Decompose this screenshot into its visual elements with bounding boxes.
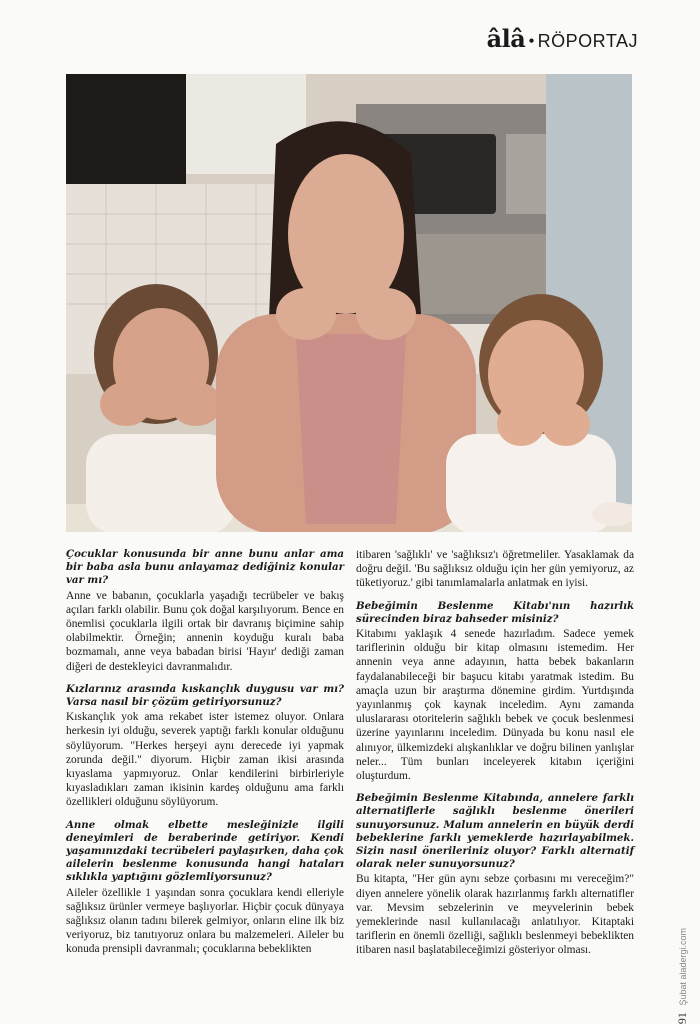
family-photo	[66, 74, 632, 532]
right-column	[356, 548, 634, 967]
interview-answer-continued: itibaren 'sağlıklı' ve 'sağlıksız'ı öğretmeliler. Yasaklamak da doğru değil. 'Bu sağlıksız olduğu için her gün yemiyoruz, az tüketiyoruz.' gibi tanımlamalarla anlatmak en iyisi.	[356, 549, 634, 590]
interview-answer: Anne ve babanın, çocuklarla yaşadığı tecrübeler ve bakış açıları farklı olabilir. Bunu çok doğal karşılıyorum. Bence en önemlisi çocuklarla ilgili ortak bir davranış biçimine sahip olabilmektir. Örneğin; annenin koyduğu kuralı baba bozmamalı, anne veya babadan birisi 'Hayır' dediği zaman diğeri de destekleyici davranmalıdır.	[66, 589, 344, 673]
page-number: 91	[675, 1012, 689, 1024]
folio-text: Şubat aladergi.com	[678, 928, 688, 1006]
interview-answer: Bu kitapta, "Her gün aynı sebze çorbasını mı vereceğim?" diyen annelere yönelik olarak hazırlanmış farklı alternatifler var. Mevsim sebzelerinin ve meyvelerinin bebek yemeklerinde nasıl kullanılacağı anlatılıyor. Kitaptaki tariflerin en önemli özelliği, sağlıklı beslenmeyi bebeklikten itibaren nasıl başlatabileceğimizi gösteriyor olması.	[356, 873, 634, 957]
interview-question: Anne olmak elbette mesleğinizle ilgili deneyimleri de beraberinde getiriyor. Kendi yaşamınızdaki tecrübeleri paylaşırken, daha çok ailelerin beslenme konusunda hangi hataları sıklıkla yaptığını gözlemliyorsunuz?	[66, 818, 344, 884]
interview-question: Bebeğimin Beslenme Kitabı'nın hazırlık sürecinden biraz bahseder misiniz?	[356, 599, 634, 625]
left-column	[66, 548, 344, 966]
page-header	[487, 24, 638, 53]
page-folio	[675, 928, 690, 1024]
interview-question: Bebeğimin Beslenme Kitabında, annelere farklı alternatiflerle sağlıklı beslenme önerileri sunuyorsunuz. Malum annelerin en büyük derdi bebeklerine farklı yemeklerde hazırlayabilmek. Sizin nasıl önerileriniz oluyor? Farklı alternatif olarak neler sunuyorsunuz?	[356, 792, 634, 871]
brand-logo: âlâ	[486, 24, 526, 53]
interview-answer: Aileler özellikle 1 yaşından sonra çocuklara kendi elleriyle sağlıksız ürünler vermeye başlıyorlar. Hiçbir çocuk dünyaya sağlıksız olanın tadını bilerek gelmiyor, onların eline ilk biz veriyoruz, biz tanıtıyoruz onlara bu malzemeleri. Aileler bu konuda prensipli davranmalı; çocuklarına bebeklikten	[66, 886, 344, 956]
interview-question: Çocuklar konusunda bir anne bunu anlar ama bir baba asla bunu anlayamaz dediğiniz konular var mı?	[66, 548, 344, 587]
interview-answer: Kitabımı yaklaşık 4 senede hazırladım. Sadece yemek tariflerinin olduğu bir kitap olmasını istemedim. Her annenin veya anne adayının, hatta bebek bakanların faydalanabileceği bir başucu kitabı yaratmak istedim. Bu amaçla uzun bir araştırma dönemine girdim. Yurtdışında yayınlanmış çok kaynak inceledim. Aynı zamanda uluslararası otoritelerin sağlıklı bebek ve çocuk beslenmesi üzerine yayınlarını inceledim. Dünyada bu konu nasıl ele alınıyor, ülkemizdeki alışkanlıklar ve doğru bilinen yanlışlar neler... Tüm bunları inceleyerek kitabın içeriğini oluşturdum.	[356, 628, 634, 783]
interview-question: Kızlarınız arasında kıskançlık duygusu var mı? Varsa nasıl bir çözüm getiriyorsunuz?	[66, 682, 344, 709]
section-title: RÖPORTAJ	[537, 31, 638, 51]
separator-dot: •	[528, 31, 535, 51]
interview-answer: Kıskançlık yok ama rekabet ister istemez oluyor. Onlara herkesin iyi olduğu, severek yaptığı farklı konular olduğunu söylüyorum. "Herkes herşeyi aynı derecede iyi yapmak zorunda değil." diyorum. Hiçbir zaman ikisi arasında kıyaslama yapmıyoruz. Onlar kendilerini birbirleriyle kıyasladıkları zaman ikisinin kardeş olduğunu ama farklı özellikleri olduğunu söylüyorum.	[66, 711, 344, 809]
